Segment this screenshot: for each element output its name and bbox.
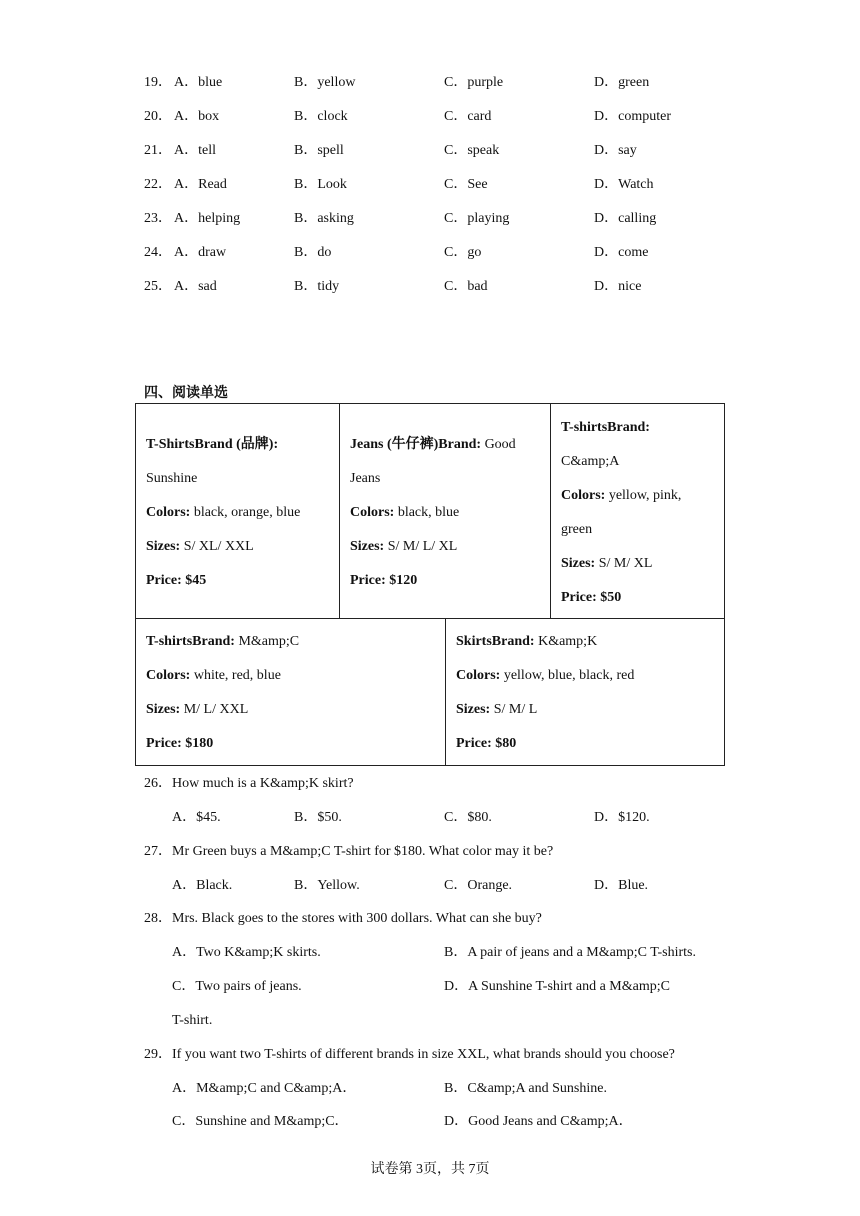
q29-option-a: A．M&amp;C and C&amp;A．	[172, 1081, 357, 1096]
section-title: 四、阅读单选	[144, 385, 228, 401]
q19-number: 19．	[144, 75, 172, 90]
q24-option-c: C．go	[444, 245, 482, 260]
q28-option-a: A．Two K&amp;K skirts.	[172, 945, 321, 960]
table-cell-ca	[550, 403, 725, 619]
q29-stem: 29．If you want two T-shirts of different brands in size XXL, what brands should you choose?	[144, 1047, 675, 1062]
page-footer: 试卷第 3页，共 7页	[370, 1162, 490, 1177]
q22-option-b: B．Look	[294, 177, 347, 192]
q29-option-c: C．Sunshine and M&amp;C．	[172, 1114, 349, 1129]
q27-option-b: B．Yellow.	[294, 878, 360, 893]
cell2-sizes-label: Sizes:	[350, 539, 385, 554]
cell2-brand-label: Jeans (牛仔裤)Brand:	[350, 437, 482, 452]
cell4-sizes-label: Sizes:	[146, 702, 181, 717]
q22-number: 22．	[144, 177, 172, 192]
cell4-colors-label: Colors:	[146, 668, 191, 683]
q25-option-d: D．nice	[594, 279, 642, 294]
q23-number: 23．	[144, 211, 172, 226]
q20-option-c: C．card	[444, 109, 492, 124]
cell3-colors: yellow, pink,	[605, 488, 682, 503]
q28-option-c: C．Two pairs of jeans.	[172, 979, 302, 994]
cell2-brand-value: Good	[481, 437, 516, 452]
q27-option-c: C．Orange.	[444, 878, 513, 893]
table-cell-good-jeans	[339, 403, 551, 619]
cell3-price: Price: $50	[561, 590, 622, 605]
q27-stem: 27．Mr Green buys a M&amp;C T-shirt for $180. What color may it be?	[144, 844, 554, 859]
q27-option-a: A．Black.	[172, 878, 233, 893]
q19-option-d: D．green	[594, 75, 650, 90]
q28-option-d: D．A Sunshine T-shirt and a M&amp;C	[444, 979, 670, 994]
cell1-colors-label: Colors:	[146, 505, 191, 520]
q22-option-c: C．See	[444, 177, 488, 192]
cell3-colors-label: Colors:	[561, 488, 606, 503]
q24-option-d: D．come	[594, 245, 649, 260]
q20-option-b: B．clock	[294, 109, 348, 124]
cell5-brand-value: K&amp;K	[534, 634, 598, 649]
table-cell-mc	[135, 618, 446, 766]
q29-option-d: D．Good Jeans and C&amp;A．	[444, 1114, 633, 1129]
cell1-brand-value: Sunshine	[146, 471, 198, 486]
q24-number: 24．	[144, 245, 172, 260]
q26-option-d: D．$120.	[594, 810, 650, 825]
q26-option-c: C．$80.	[444, 810, 492, 825]
q23-option-c: C．playing	[444, 211, 510, 226]
q23-option-b: B．asking	[294, 211, 354, 226]
q19-option-b: B．yellow	[294, 75, 356, 90]
cell4-brand-value: M&amp;C	[234, 634, 300, 649]
q26-option-b: B．$50.	[294, 810, 342, 825]
q23-option-a: A．helping	[174, 211, 241, 226]
cell4-brand-label: T-shirtsBrand:	[146, 634, 235, 649]
q24-option-b: B．do	[294, 245, 332, 260]
q20-option-a: A．box	[174, 109, 220, 124]
cell5-brand-label: SkirtsBrand:	[456, 634, 535, 649]
q23-option-d: D．calling	[594, 211, 657, 226]
q26-stem: 26．How much is a K&amp;K skirt?	[144, 776, 354, 791]
cell2-sizes: S/ M/ L/ XL	[384, 539, 458, 554]
cell4-sizes: M/ L/ XXL	[180, 702, 249, 717]
q29-option-b: B．C&amp;A and Sunshine.	[444, 1081, 607, 1096]
q21-option-b: B．spell	[294, 143, 344, 158]
cell1-colors: black, orange, blue	[190, 505, 301, 520]
q24-option-a: A．draw	[174, 245, 227, 260]
cell2-colors: black, blue	[394, 505, 460, 520]
cell4-colors: white, red, blue	[190, 668, 281, 683]
cell1-brand-label: T-ShirtsBrand (品牌):	[146, 437, 279, 452]
cell3-brand-label: T-shirtsBrand:	[561, 420, 650, 435]
q19-option-c: C．purple	[444, 75, 504, 90]
table-cell-sunshine	[135, 403, 340, 619]
q28-option-b: B．A pair of jeans and a M&amp;C T-shirts.	[444, 945, 696, 960]
q20-option-d: D．computer	[594, 109, 671, 124]
q19-option-a: A．blue	[174, 75, 223, 90]
cell2-price: Price: $120	[350, 573, 418, 588]
q20-number: 20．	[144, 109, 172, 124]
q21-option-d: D．say	[594, 143, 637, 158]
cell5-sizes-label: Sizes:	[456, 702, 491, 717]
cell4-price: Price: $180	[146, 736, 214, 751]
q25-option-c: C．bad	[444, 279, 488, 294]
cell3-brand-value: C&amp;A	[561, 454, 620, 469]
cell2-brand-value-cont: Jeans	[350, 471, 381, 486]
q25-option-b: B．tidy	[294, 279, 340, 294]
cell3-sizes-label: Sizes:	[561, 556, 596, 571]
q22-option-a: A．Read	[174, 177, 227, 192]
cell5-price: Price: $80	[456, 736, 517, 751]
cell3-sizes: S/ M/ XL	[595, 556, 653, 571]
q21-number: 21．	[144, 143, 172, 158]
cell2-colors-label: Colors:	[350, 505, 395, 520]
q25-number: 25．	[144, 279, 172, 294]
cell1-sizes: S/ XL/ XXL	[180, 539, 254, 554]
q28-option-d-cont: T-shirt.	[172, 1013, 213, 1028]
q25-option-a: A．sad	[174, 279, 217, 294]
cell5-colors: yellow, blue, black, red	[500, 668, 635, 683]
q21-option-c: C．speak	[444, 143, 500, 158]
cell3-colors-cont: green	[561, 522, 593, 537]
cell5-colors-label: Colors:	[456, 668, 501, 683]
q27-option-d: D．Blue.	[594, 878, 649, 893]
q22-option-d: D．Watch	[594, 177, 654, 192]
cell5-sizes: S/ M/ L	[490, 702, 538, 717]
cell1-sizes-label: Sizes:	[146, 539, 181, 554]
q21-option-a: A．tell	[174, 143, 216, 158]
cell1-price: Price: $45	[146, 573, 207, 588]
q26-option-a: A．$45.	[172, 810, 221, 825]
q28-stem: 28．Mrs. Black goes to the stores with 300 dollars. What can she buy?	[144, 911, 542, 926]
table-cell-kk	[445, 618, 725, 766]
